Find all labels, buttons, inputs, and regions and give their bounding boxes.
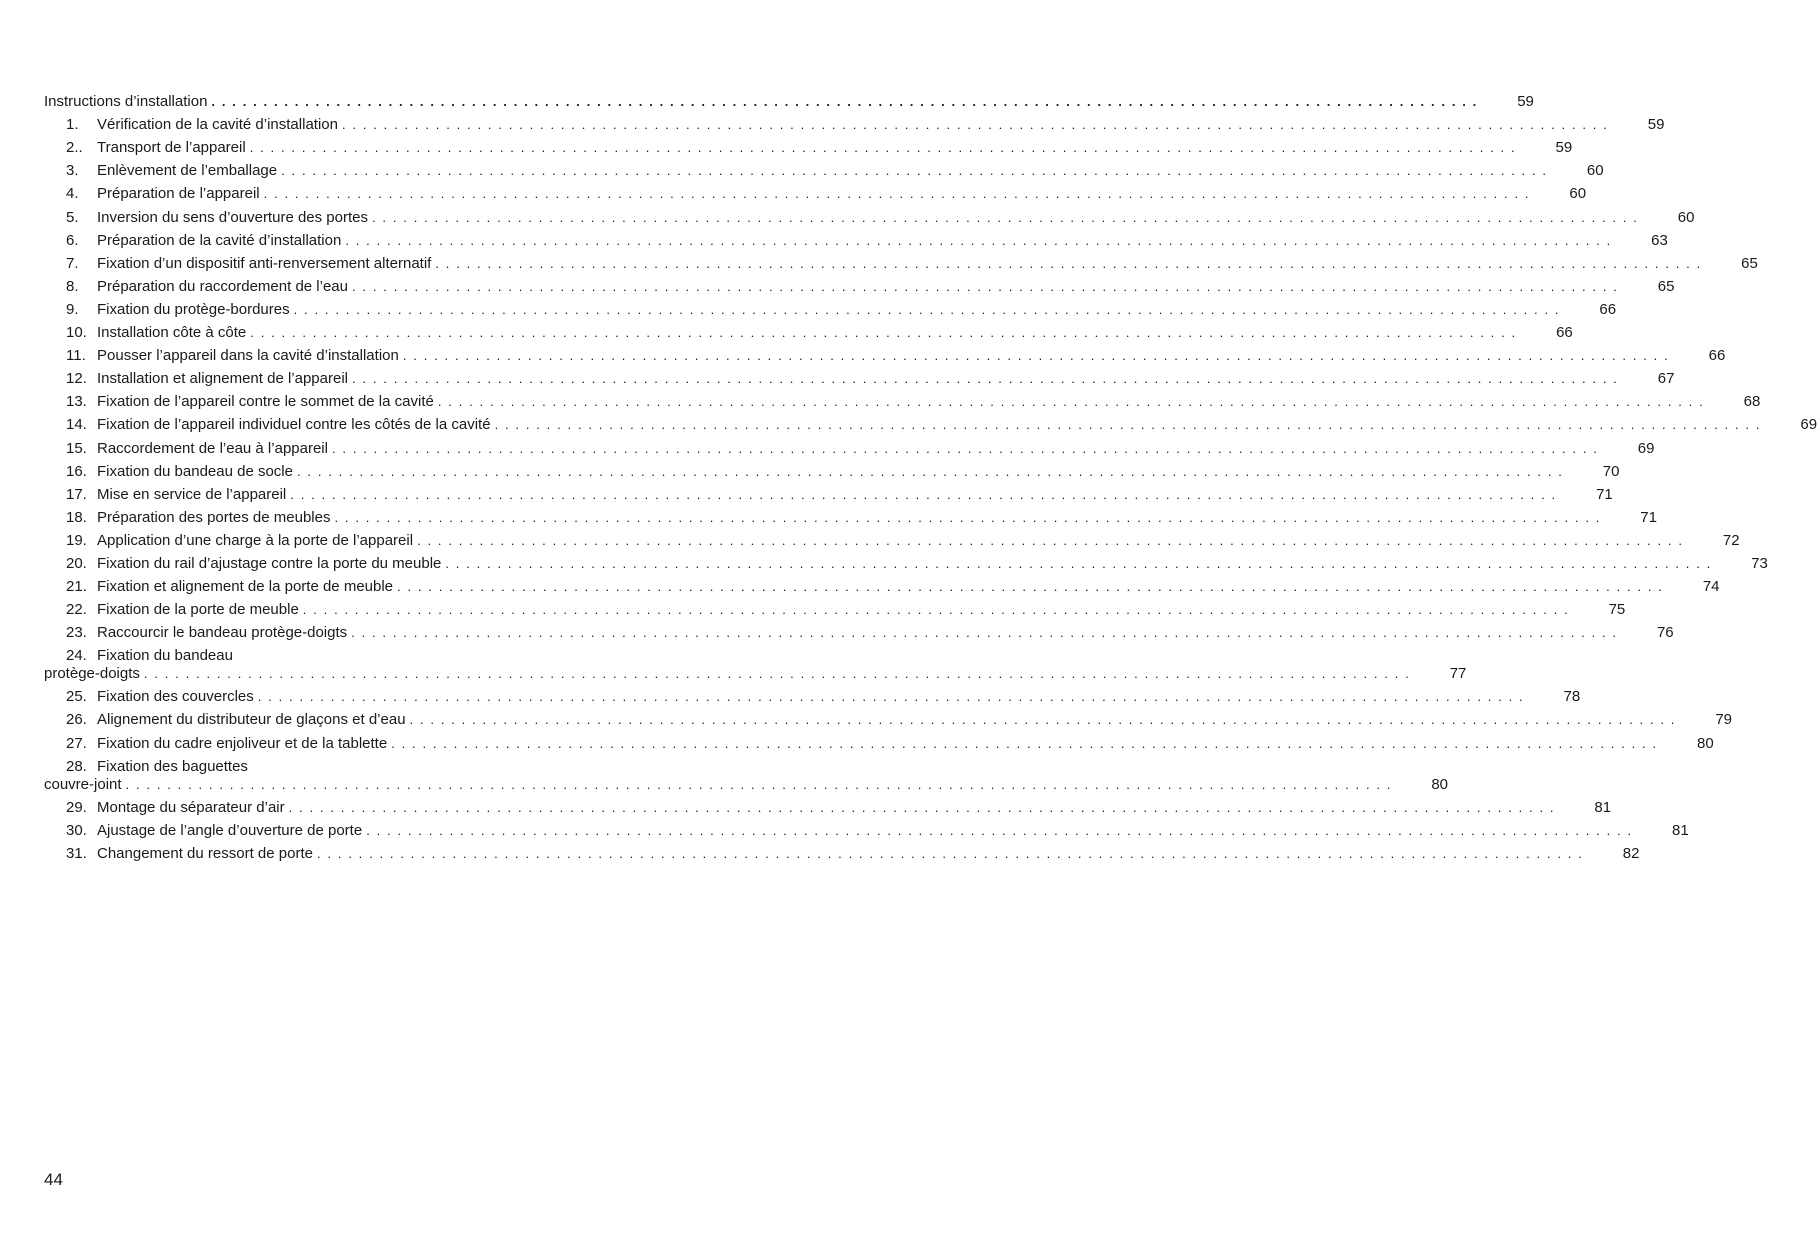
toc-entry-page: 68	[1743, 393, 1761, 411]
toc-entry[interactable]	[44, 273, 1675, 296]
toc-dot-leader	[250, 324, 1516, 342]
toc-dot-leader	[317, 845, 1583, 863]
toc-dot-leader	[351, 624, 1617, 642]
toc-entry[interactable]	[44, 296, 1617, 319]
toc-entry[interactable]	[44, 706, 1733, 729]
toc-entry-page: 60	[1586, 162, 1604, 180]
toc-entry-28[interactable]	[44, 753, 1449, 794]
toc-entry-title: Fixation du rail d’ajustage contre la porte du meuble	[97, 554, 442, 572]
toc-entry-page: 76	[1656, 624, 1674, 642]
table-of-contents	[44, 88, 1817, 863]
toc-entry-number: 30.	[66, 821, 87, 839]
toc-entry-page: 77	[1449, 665, 1467, 683]
toc-header-title: Instructions d’installation	[44, 93, 208, 111]
toc-entry-page: 70	[1602, 462, 1620, 480]
toc-entry-number: 11.	[66, 347, 86, 365]
toc-entry-number: 1.	[66, 116, 79, 134]
toc-dot-leader	[410, 711, 1676, 729]
toc-entry[interactable]	[44, 342, 1726, 365]
toc-dot-leader	[258, 688, 1524, 706]
toc-entry[interactable]	[44, 411, 1817, 434]
toc-entry[interactable]	[44, 388, 1761, 411]
toc-entry[interactable]	[44, 794, 1612, 817]
toc-entry-number: 18.	[66, 508, 87, 526]
toc-entry-number: 5.	[66, 208, 79, 226]
toc-dot-leader	[250, 139, 1516, 157]
toc-dot-leader	[332, 440, 1598, 458]
toc-entry-title: Mise en service de l’appareil	[97, 485, 287, 503]
toc-entry[interactable]	[44, 504, 1657, 527]
toc-entry[interactable]	[44, 180, 1587, 203]
toc-entry[interactable]	[44, 683, 1581, 706]
toc-entry-page: 59	[1555, 139, 1573, 157]
toc-dot-leader	[303, 601, 1569, 619]
toc-entry-number: 24.	[66, 647, 87, 665]
toc-entry-number: 13.	[66, 393, 87, 411]
toc-entry-page: 72	[1722, 531, 1740, 549]
toc-entry-title-line1: Fixation des baguettes	[97, 757, 248, 775]
toc-entry[interactable]	[44, 596, 1626, 619]
toc-dot-leader	[126, 776, 1392, 794]
toc-dot-leader	[403, 347, 1669, 365]
toc-entry-title: Préparation du raccordement de l’eau	[97, 277, 348, 295]
toc-entry-page: 79	[1715, 711, 1733, 729]
toc-entry-number: 22.	[66, 601, 87, 619]
toc-dot-leader	[297, 463, 1563, 481]
toc-entry-title-line2: protège-doigts	[44, 665, 140, 683]
toc-entry[interactable]	[44, 840, 1640, 863]
toc-entry[interactable]	[44, 319, 1573, 342]
toc-entry-title: Fixation de l’appareil contre le sommet de la cavité	[97, 393, 434, 411]
toc-entry[interactable]	[44, 817, 1689, 840]
toc-entry-number: 2..	[66, 139, 83, 157]
toc-dot-leader	[391, 735, 1657, 753]
toc-entry[interactable]	[44, 458, 1620, 481]
toc-entry-page: 60	[1569, 185, 1587, 203]
toc-entry-page: 71	[1640, 508, 1657, 526]
toc-dot-leader	[334, 509, 1600, 527]
toc-dot-leader	[352, 278, 1618, 296]
toc-entry-page: 74	[1702, 578, 1720, 596]
toc-entry-number: 23.	[66, 624, 87, 642]
toc-entry-page: 66	[1556, 324, 1573, 342]
toc-entry-title: Pousser l’appareil dans la cavité d’installation	[97, 347, 399, 365]
toc-entry-page: 73	[1751, 554, 1768, 572]
toc-entry-number: 28.	[66, 757, 87, 775]
toc-entry-number: 26.	[66, 711, 87, 729]
toc-entry[interactable]	[44, 619, 1674, 642]
toc-entry-page: 60	[1677, 208, 1695, 226]
toc-dot-leader	[372, 209, 1638, 227]
toc-entry-page: 63	[1651, 231, 1668, 249]
toc-dot-leader	[342, 116, 1608, 134]
toc-entry-title: Fixation d’un dispositif anti-renversement alternatif	[97, 254, 432, 272]
toc-entry-24[interactable]	[44, 642, 1467, 683]
toc-entry-page: 78	[1563, 688, 1581, 706]
toc-entry-title: Changement du ressort de porte	[97, 844, 313, 862]
toc-entry[interactable]	[44, 134, 1573, 157]
toc-dot-leader	[445, 555, 1711, 573]
toc-entry-page: 66	[1708, 347, 1726, 365]
toc-entry-number: 25.	[66, 688, 87, 706]
toc-entry-number: 4.	[66, 185, 79, 203]
toc-dot-leader	[211, 93, 1477, 111]
toc-entry-number: 16.	[66, 462, 87, 480]
toc-entry[interactable]	[44, 203, 1695, 226]
toc-entry-title: Raccordement de l’eau à l’appareil	[97, 439, 328, 457]
toc-entry-title: Enlèvement de l’emballage	[97, 162, 278, 180]
toc-entry-page: 81	[1671, 821, 1689, 839]
toc-entry-title: Fixation de la porte de meuble	[97, 601, 299, 619]
toc-entry-title: Installation côte à côte	[97, 324, 247, 342]
toc-dot-leader	[281, 162, 1547, 180]
toc-entry-number: 20.	[66, 554, 87, 572]
toc-dot-leader	[290, 486, 1556, 504]
toc-entry[interactable]	[44, 365, 1675, 388]
toc-entry-title: Fixation du cadre enjoliveur et de la tablette	[97, 734, 388, 752]
toc-entry-title: Fixation et alignement de la porte de meuble	[97, 578, 394, 596]
toc-entry-title: Fixation du bandeau de socle	[97, 462, 293, 480]
toc-entry-number: 7.	[66, 254, 79, 272]
toc-entry-title: Fixation des couvercles	[97, 688, 254, 706]
toc-entry-number: 12.	[66, 370, 87, 388]
toc-dot-leader	[495, 416, 1761, 434]
toc-header-page: 59	[1517, 93, 1534, 111]
toc-dot-leader	[294, 301, 1560, 319]
toc-entry-title: Raccourcir le bandeau protège-doigts	[97, 624, 348, 642]
toc-entry[interactable]	[44, 550, 1768, 573]
toc-entry-title-line2: couvre-joint	[44, 775, 122, 793]
toc-entry-number: 6.	[66, 231, 79, 249]
toc-entry-number: 8.	[66, 277, 79, 295]
toc-entry-page: 80	[1696, 734, 1714, 752]
toc-entry-number: 10.	[66, 324, 87, 342]
toc-entry[interactable]	[44, 729, 1714, 752]
toc-entry[interactable]	[44, 250, 1758, 273]
toc-entry-title: Préparation de la cavité d’installation	[97, 231, 342, 249]
toc-entry-page: 69	[1800, 416, 1817, 434]
toc-entry-title: Installation et alignement de l’appareil	[97, 370, 348, 388]
toc-entry-page: 75	[1608, 601, 1626, 619]
toc-entry[interactable]	[44, 434, 1655, 457]
toc-entry-title: Application d’une charge à la porte de l’appareil	[97, 531, 414, 549]
toc-entry-title: Fixation du protège-bordures	[97, 300, 290, 318]
toc-entry-title: Préparation de l’appareil	[97, 185, 260, 203]
toc-entry-number: 19.	[66, 531, 87, 549]
toc-entry-page: 66	[1599, 300, 1617, 318]
toc-entry-title: Montage du séparateur d’air	[97, 798, 285, 816]
toc-entry[interactable]	[44, 157, 1604, 180]
toc-entry-title: Transport de l’appareil	[97, 139, 246, 157]
toc-entry-page: 65	[1657, 277, 1675, 295]
toc-entry-title: Vérification de la cavité d’installation	[97, 116, 338, 134]
toc-entry-page: 81	[1594, 798, 1612, 816]
toc-entry-title-line1: Fixation du bandeau	[97, 647, 233, 665]
toc-entry-page: 65	[1741, 254, 1758, 272]
toc-entry-number: 27.	[66, 734, 87, 752]
toc-entry-title: Préparation des portes de meubles	[97, 508, 331, 526]
toc-dot-leader	[144, 665, 1410, 683]
toc-entry-number: 9.	[66, 300, 79, 318]
toc-entry-page: 67	[1657, 370, 1675, 388]
toc-dot-leader	[438, 393, 1704, 411]
toc-entry-title: Ajustage de l’angle d’ouverture de porte	[97, 821, 363, 839]
toc-entry-page: 69	[1637, 439, 1655, 457]
toc-entry-page: 82	[1622, 844, 1640, 862]
toc-dot-leader	[397, 578, 1663, 596]
toc-entry-title: Alignement du distributeur de glaçons et d’eau	[97, 711, 406, 729]
toc-dot-leader	[264, 185, 1530, 203]
page-number: 44	[44, 1170, 63, 1189]
toc-entry-page: 80	[1431, 775, 1449, 793]
toc-dot-leader	[366, 822, 1632, 840]
toc-header-row[interactable]	[44, 88, 1534, 111]
toc-entry-page: 71	[1596, 485, 1613, 503]
toc-dot-leader	[289, 799, 1555, 817]
toc-entry[interactable]	[44, 227, 1668, 250]
toc-entry-number: 21.	[66, 578, 87, 596]
toc-entry-number: 15.	[66, 439, 87, 457]
toc-dot-leader	[345, 232, 1611, 250]
toc-entry-title: Inversion du sens d’ouverture des portes	[97, 208, 368, 226]
toc-entry-number: 29.	[66, 798, 87, 816]
toc-dot-leader	[417, 532, 1683, 550]
toc-dot-leader	[352, 370, 1618, 388]
toc-entry-number: 3.	[66, 162, 79, 180]
toc-entry[interactable]	[44, 573, 1720, 596]
toc-entry[interactable]	[44, 111, 1665, 134]
toc-entry[interactable]	[44, 527, 1740, 550]
toc-entry-title: Fixation de l’appareil individuel contre les côtés de la cavité	[97, 416, 491, 434]
toc-entry-number: 14.	[66, 416, 87, 434]
toc-entry-number: 17.	[66, 485, 87, 503]
toc-entry[interactable]	[44, 481, 1613, 504]
toc-entry-number: 31.	[66, 844, 87, 862]
toc-dot-leader	[435, 255, 1701, 273]
toc-entry-page: 59	[1647, 116, 1665, 134]
